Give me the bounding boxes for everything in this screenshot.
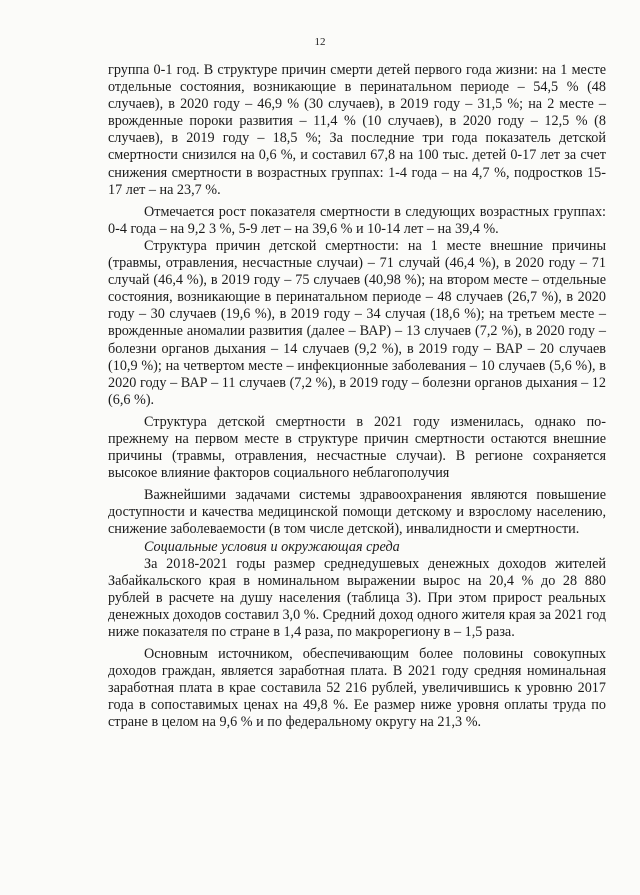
paragraph-healthcare-tasks: Важнейшими задачами системы здравоохранения являются повышение доступности и качества медицинской помощи детскому и взрослому населению, снижение заболеваемости (в том числе детской), инвалидности и смертности.	[108, 487, 606, 538]
paragraph-mortality-growth: Отмечается рост показателя смертности в следующих возрастных группах: 0-4 года – на 9,2 3 %, 5-9 лет – на 39,6 % и 10-14 лет – на 39,4 %.	[108, 203, 606, 237]
paragraph-structure-2021: Структура детской смертности в 2021 году изменилась, однако по-прежнему на первом месте в структуре причин смертности остаются внешние причины (травмы, отравления, несчастные случаи). В регионе сохраняется высокое влияние факторов социального неблагополучия	[108, 413, 606, 482]
paragraph-child-mortality-structure: Структура причин детской смертности: на 1 месте внешние причины (травмы, отравления, несчастные случаи) – 71 случай (46,4 %), в 2020 году – 71 случай (46,4 %), в 2019 году – 75 случаев (40,98 %); на втором месте – отдельные состояния, возникающие в перинатальном периоде – 48 случаев (26,7 %), в 2020 году – 30 случаев (19,6 %), в 2019 году – 34 случая (18,6 %); на третьем месте – врожденные аномалии развития (далее – ВАР) – 13 случаев (7,2 %), в 2020 году – болезни органов дыхания – 14 случаев (9,2 %), в 2019 году – ВАР – 20 случаев (10,9 %); на четвертом месте – инфекционные заболевания – 10 случаев (5,6 %), в 2020 году – ВАР – 11 случаев (7,2 %), в 2019 году – болезни органов дыхания – 12 (6,6 %).	[108, 237, 606, 408]
document-body	[108, 62, 606, 732]
paragraph-income: За 2018-2021 годы размер среднедушевых денежных доходов жителей Забайкальского края в номинальном выражении вырос на 20,4 % до 28 880 рублей в расчете на душу населения (таблица 3). При этом прирост реальных денежных доходов составил 3,0 %. Средний доход одного жителя края за 2021 год ниже показателя по стране в 1,4 раза, по макрорегиону в – 1,5 раза.	[108, 555, 606, 640]
paragraph-wages: Основным источником, обеспечивающим более половины совокупных доходов граждан, является заработная плата. В 2021 году средняя номинальная заработная плата в крае составила 52 216 рублей, увеличившись к уровню 2017 года в сопоставимых ценах на 49,8 %. Ее размер ниже уровня оплаты труда по стране в целом на 9,6 % и по федеральному округу на 21,3 %.	[108, 646, 606, 731]
page-number: 12	[314, 36, 326, 48]
paragraph-infant-mortality: группа 0-1 год. В структуре причин смерти детей первого года жизни: на 1 месте отдельные состояния, возникающие в перинатальном периоде – 54,5 % (48 случаев), в 2020 году – 46,9 % (30 случаев), в 2019 году – 31,5 %; на 2 месте – врожденные пороки развития – 11,4 % (10 случаев), в 2020 году – 12,5 % (8 случаев), в 2019 году – 18,5 %; За последние три года показатель детской смертности снизился на 0,6 %, и составил 67,8 на 100 тыс. детей 0-17 лет за счет снижения смертности в возрастных группах: 1-4 года – на 4,7 %, подростков 15-17 лет – на 23,7 %.	[108, 62, 606, 198]
section-title-social-conditions: Социальные условия и окружающая среда	[144, 538, 400, 555]
